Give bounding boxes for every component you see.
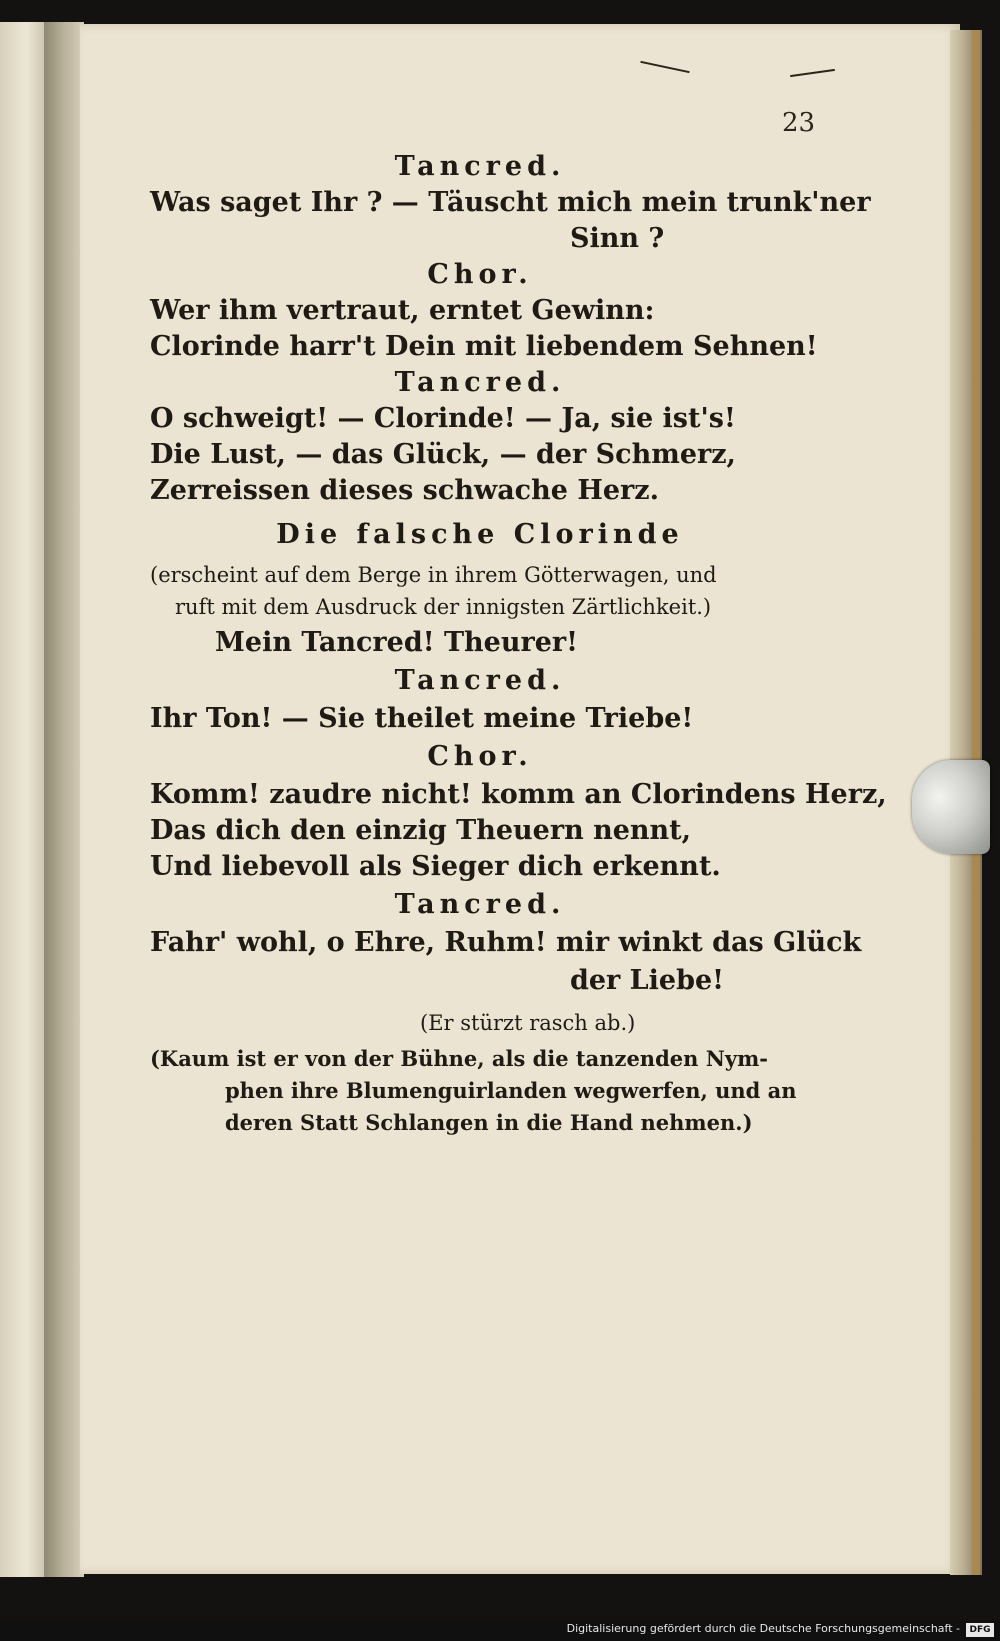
text-line: der Liebe! — [570, 965, 725, 996]
speaker-label: Tancred. — [394, 889, 566, 920]
speaker-label: Tancred. — [394, 151, 566, 182]
text-line: Zerreissen dieses schwache Herz. — [150, 475, 659, 506]
speaker-label: Die falsche Clorinde — [276, 519, 684, 550]
text-line: Was saget Ihr ? — Täuscht mich mein trunk'ner — [150, 187, 871, 218]
page-clip — [912, 760, 990, 854]
text-line: Und liebevoll als Sieger dich erkennt. — [150, 851, 721, 882]
text-line: Fahr' wohl, o Ehre, Ruhm! mir winkt das Glück — [150, 927, 862, 958]
stage-direction: (erscheint auf dem Berge in ihrem Götterwagen, und — [150, 563, 717, 587]
stage-direction: phen ihre Blumenguirlanden wegwerfen, und an — [225, 1078, 797, 1103]
page-number: 23 — [782, 108, 816, 138]
text-line: Wer ihm vertraut, erntet Gewinn: — [150, 295, 655, 326]
text-line: Mein Tancred! Theurer! — [215, 627, 578, 658]
text-line: Ihr Ton! — Sie theilet meine Triebe! — [150, 703, 694, 734]
stage-direction: (Er stürzt rasch ab.) — [420, 1011, 636, 1035]
funding-credit: Digitalisierung gefördert durch die Deutsche Forschungsgemeinschaft - — [566, 1622, 960, 1635]
speaker-label: Tancred. — [394, 367, 566, 398]
stage-direction: (Kaum ist er von der Bühne, als die tanzenden Nym- — [150, 1046, 769, 1071]
text-line: Die Lust, — das Glück, — der Schmerz, — [150, 439, 736, 470]
dfg-logo: DFG — [966, 1623, 994, 1637]
text-line: O schweigt! — Clorinde! — Ja, sie ist's! — [150, 403, 736, 434]
text-line: Komm! zaudre nicht! komm an Clorindens Herz, — [150, 779, 887, 810]
book-gutter — [44, 22, 84, 1577]
left-page-edge — [0, 22, 48, 1577]
text-line: Sinn ? — [570, 223, 665, 254]
speaker-label: Chor. — [427, 741, 533, 772]
text-line: Clorinde harr't Dein mit liebendem Sehnen! — [150, 331, 818, 362]
stage-direction: ruft mit dem Ausdruck der innigsten Zärtlichkeit.) — [175, 595, 712, 619]
stage-direction: deren Statt Schlangen in die Hand nehmen.) — [225, 1110, 753, 1135]
speaker-label: Chor. — [427, 259, 533, 290]
speaker-label: Tancred. — [394, 665, 566, 696]
text-line: Das dich den einzig Theuern nennt, — [150, 815, 692, 846]
